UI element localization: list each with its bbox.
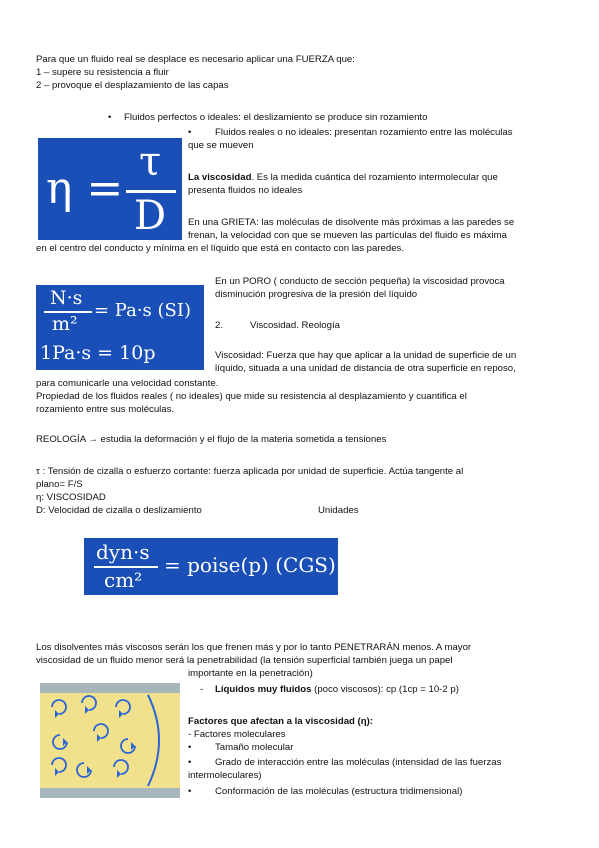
cgs-unit-formula-image (84, 538, 338, 595)
pipe-wall-bottom (40, 788, 180, 798)
liquid-dash: - (200, 684, 204, 695)
solvent-line-1: Los disolventes más viscosos serán los que frenen más y por lo tanto PENETRARÁN menos. A mayor (36, 642, 472, 653)
liquid-line: Líquidos muy fluidos (poco viscosos): cp (1cp = 10-2 p) (215, 684, 459, 695)
solvent-line-2: viscosidad de un fluido menor será la penetrabilidad (la tensión superficial también juega un papel (36, 655, 453, 666)
definition-line-3: para comunicarle una velocidad constante. (36, 378, 219, 389)
si-unit-formula-image (36, 285, 204, 370)
si-rhs: = Pa·s (SI) (94, 300, 192, 321)
pipe-flow-illustration (40, 683, 180, 798)
property-line-1: Propiedad de los fluidos reales ( no ideales) que mide su resistencia al desplazamiento y cuantifica el (36, 391, 467, 402)
definition-line-1: Viscosidad: Fuerza que hay que aplicar a la unidad de superficie de un (215, 350, 517, 361)
factor-interaction: Grado de interacción entre las moléculas (intensidad de las fuerzas (215, 757, 502, 768)
bullet-dot: • (108, 112, 112, 123)
poro-line-2: disminución progresiva de la presión del líquido (215, 289, 418, 300)
cgs-numerator: dyn·s (96, 540, 150, 564)
factor-size: Tamaño molecular (215, 742, 294, 753)
cgs-rhs: = poise(p) (CGS) (164, 553, 336, 577)
viscosity-formula-image (38, 138, 182, 240)
formula-D: D (134, 193, 167, 239)
bullet-dot: • (188, 127, 192, 138)
bullet-dot: • (188, 786, 192, 797)
pas-equivalence: 1Pa·s = 10p (40, 342, 156, 364)
si-numerator: N·s (50, 287, 83, 309)
d-line: D: Velocidad de cizalla o deslizamiento (36, 505, 202, 516)
units-label: Unidades (318, 505, 359, 516)
eta-line: η: VISCOSIDAD (36, 492, 106, 503)
section-title: Viscosidad. Reología (250, 320, 340, 331)
cgs-denominator: cm² (104, 568, 143, 592)
si-denominator: m² (52, 313, 78, 335)
section-number: 2. (215, 320, 224, 331)
intro-item-1: 1 – supere su resistencia a fluir (36, 67, 169, 78)
reologia-line: REOLOGÍA → estudia la deformación y el flujo de la materia sometida a tensiones (36, 434, 387, 445)
definition-line-2: líquido, situada a una unidad de distancia de otra superficie en reposo, (215, 363, 516, 374)
viscosity-definition-cont: presenta fluidos no ideales (188, 185, 303, 196)
factor-interaction-cont: intermoleculares) (188, 770, 262, 781)
bullet-ideal-fluids: Fluidos perfectos o ideales: el deslizamiento se produce sin rozamiento (124, 112, 428, 123)
tau-line-2: plano= F/S (36, 479, 83, 490)
grieta-line-3: en el centro del conducto y mínima en el líquido que está en contacto con las paredes. (36, 243, 404, 254)
intro-item-2: 2 – provoque el desplazamiento de las capas (36, 80, 229, 91)
factors-molecular: - Factores moleculares (188, 729, 286, 740)
pipe-wall-top (40, 683, 180, 693)
formula-eta-lhs: η = (46, 163, 124, 214)
bullet-dot: • (188, 757, 192, 768)
poro-line-1: En un PORO ( conducto de sección pequeña) la viscosidad provoca (215, 276, 505, 287)
factor-conformation: Conformación de las moléculas (estructura tridimensional) (215, 786, 463, 797)
viscosity-definition: La viscosidad. Es la medida cuántica del rozamiento intermolecular que (188, 172, 498, 183)
intro-line: Para que un fluido real se desplace es necesario aplicar una FUERZA que: (36, 54, 355, 65)
property-line-2: rozamiento entre sus moléculas. (36, 404, 175, 415)
bullet-real-fluids: Fluidos reales o no ideales: presentan rozamiento entre las moléculas (215, 127, 513, 138)
formula-tau: τ (139, 139, 162, 185)
solvent-line-3: importante en la penetración) (188, 668, 313, 679)
factors-title: Factores que afectan a la viscosidad (η): (188, 716, 374, 727)
grieta-line-2: frenan, la velocidad con que se mueven las partículas del fluido es máxima (188, 230, 507, 241)
tau-line-1: τ : Tensión de cizalla o esfuerzo cortante: fuerza aplicada por unidad de superficie. Actúa tangente al (36, 466, 464, 477)
grieta-line-1: En una GRIETA: las moléculas de disolvente más próximas a las paredes se (188, 217, 515, 228)
bullet-dot: • (188, 742, 192, 753)
bullet-real-fluids-cont: que se mueven (188, 140, 254, 151)
